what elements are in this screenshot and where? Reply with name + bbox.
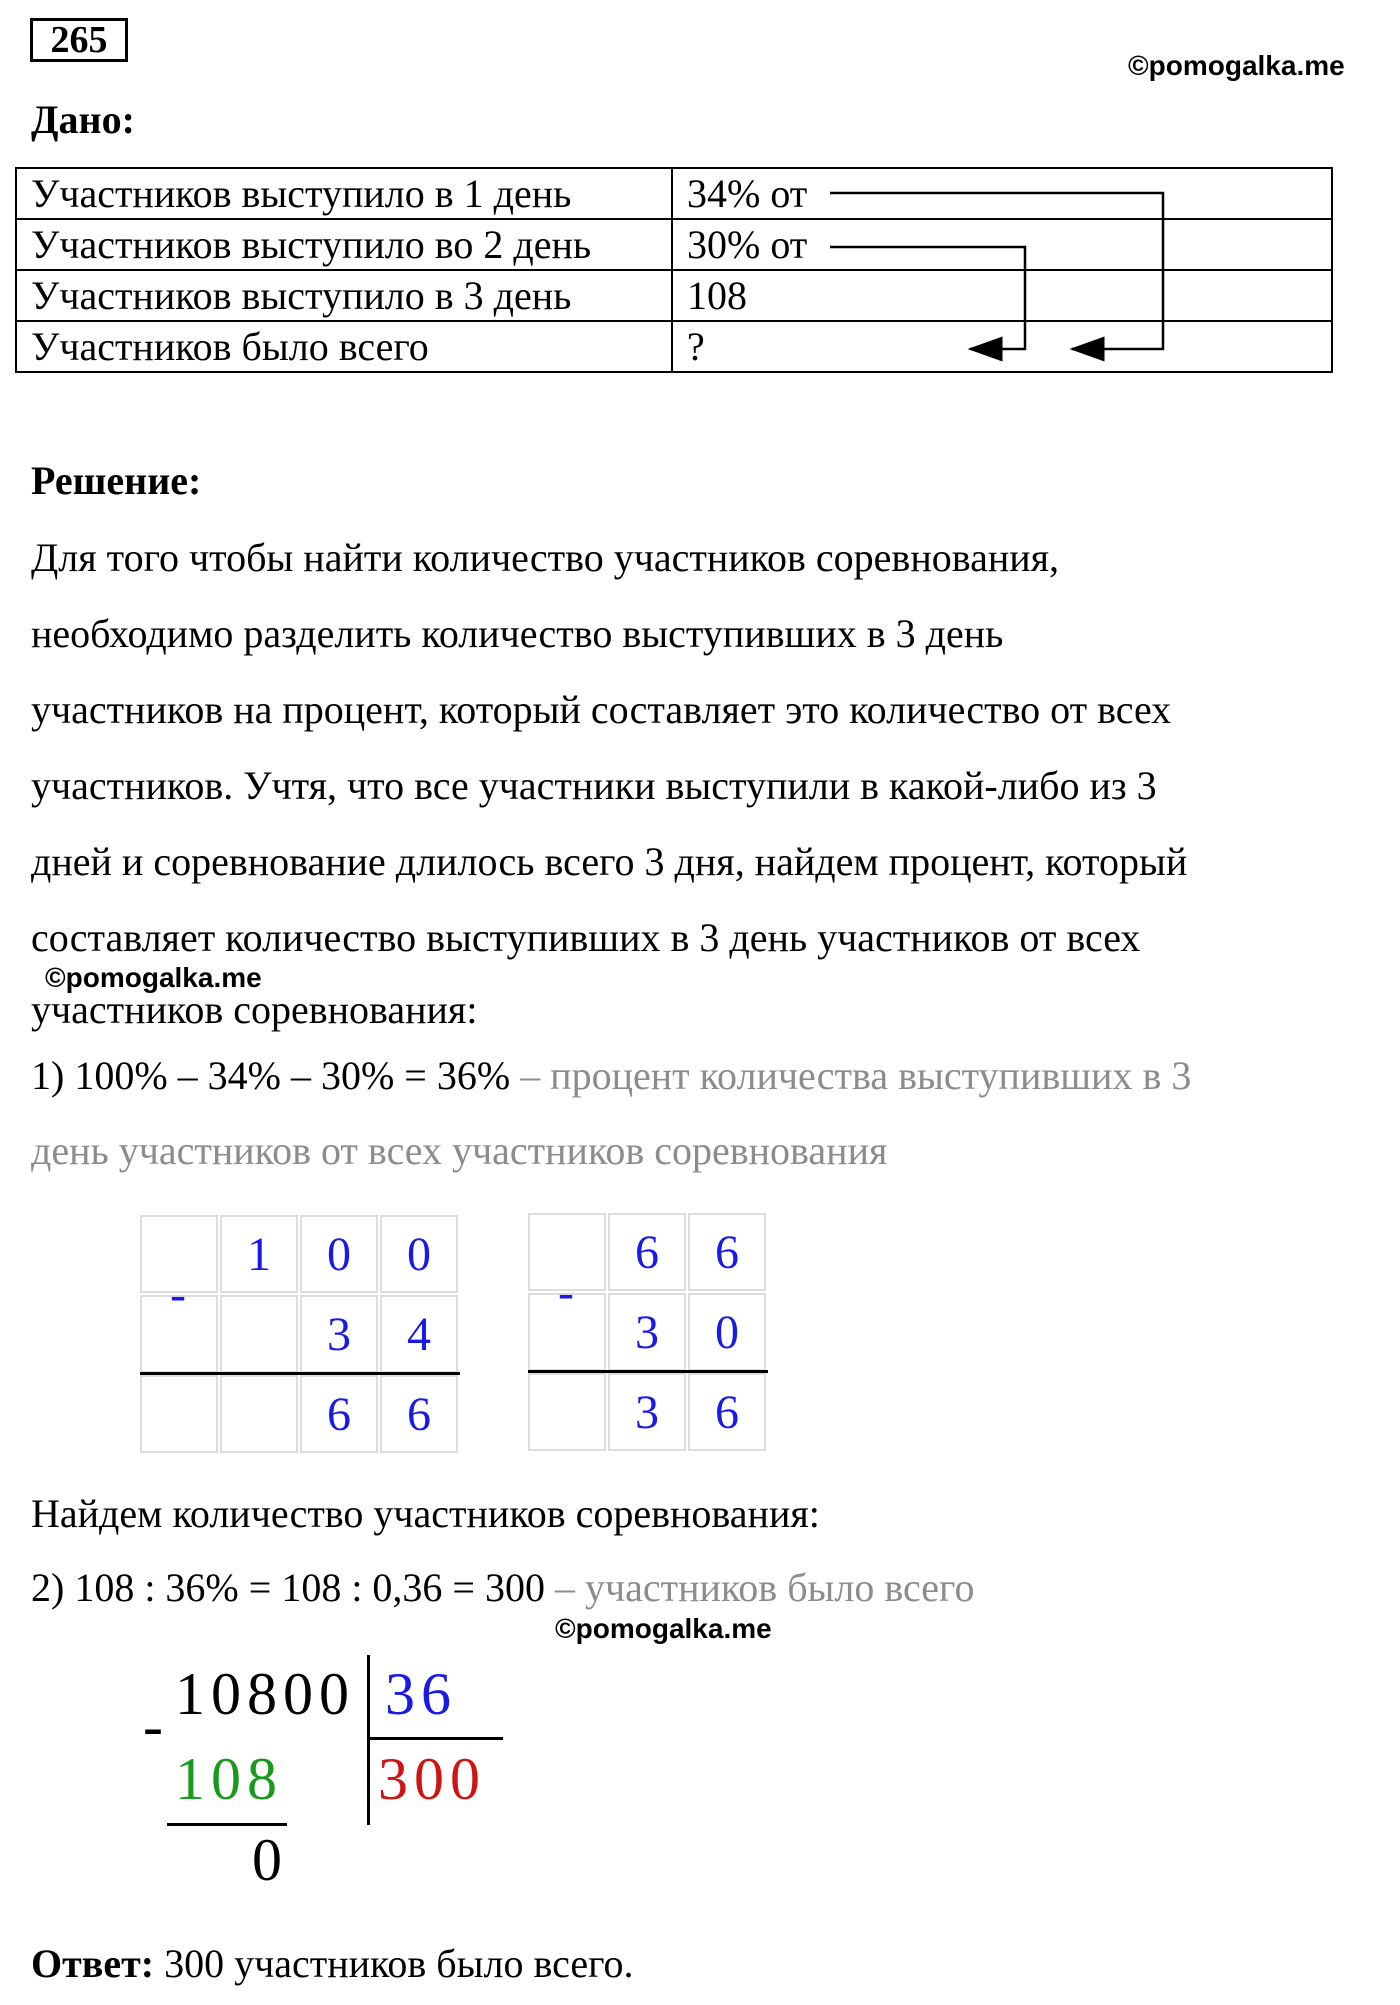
- table-cell-value: 34% от: [672, 168, 1332, 219]
- grid-digit: 0: [688, 1293, 766, 1371]
- answer-label: Ответ:: [31, 1941, 155, 1986]
- subtraction-rule: [167, 1823, 287, 1826]
- grid-digit: 6: [300, 1375, 378, 1453]
- grid-digit: [220, 1295, 298, 1373]
- arrow-day1: [830, 193, 1163, 349]
- quotient: 300: [378, 1746, 486, 1812]
- grid-digit: 0: [380, 1215, 458, 1293]
- division-bar-horizontal: [367, 1737, 503, 1740]
- find-line: Найдем количество участников соревнования:: [31, 1491, 820, 1536]
- minus-sign: -: [558, 1266, 574, 1319]
- remainder: 0: [252, 1827, 288, 1893]
- grid-digit: 6: [380, 1375, 458, 1453]
- given-heading: Дано:: [31, 97, 135, 142]
- table-cell-value: 30% от: [672, 219, 1332, 270]
- table-cell-value: ?: [672, 321, 1332, 372]
- table-cell-label: Участников выступило в 1 день: [16, 168, 672, 219]
- grid-digit: 4: [380, 1295, 458, 1373]
- division-bar-vertical: [367, 1655, 370, 1825]
- table-cell-value: 108: [672, 270, 1332, 321]
- grid-digit: 0: [300, 1215, 378, 1293]
- minus-sign: -: [170, 1268, 186, 1321]
- minus-sign: -: [143, 1693, 169, 1759]
- grid-digit: 3: [608, 1373, 686, 1451]
- step2-line: [31, 1564, 974, 1611]
- grid-digit: 6: [608, 1213, 686, 1291]
- dividend: 10800: [175, 1661, 355, 1727]
- watermark-bottom: ©pomogalka.me: [555, 1613, 772, 1644]
- grid-digit: 6: [688, 1213, 766, 1291]
- solution-paragraph: [31, 520, 1351, 976]
- solution-line: участников соревнования:: [31, 987, 478, 1032]
- grid-digit: 3: [608, 1293, 686, 1371]
- grid-digit: 3: [300, 1295, 378, 1373]
- solution-line: Для того чтобы найти количество участников соревнования,: [31, 535, 1060, 580]
- step2-expression: 2) 108 : 36% = 108 : 0,36 = 300: [31, 1565, 545, 1610]
- grid-digit: 6: [688, 1373, 766, 1451]
- solution-line: составляет количество выступивших в 3 день участников от всех: [31, 915, 1141, 960]
- grid-digit: [220, 1375, 298, 1453]
- grid-digit: 1: [220, 1215, 298, 1293]
- grid-cell: [528, 1373, 606, 1451]
- table-cell-label: Участников выступило во 2 день: [16, 219, 672, 270]
- result-rule: [528, 1370, 768, 1373]
- solution-line: участников. Учтя, что все участники выступили в какой-либо из 3: [31, 763, 1157, 808]
- table-cell-label: Участников было всего: [16, 321, 672, 372]
- answer-line: [31, 1940, 634, 1987]
- subtrahend: 108: [175, 1746, 283, 1812]
- step2-note: – участников было всего: [544, 1565, 975, 1610]
- watermark-middle: ©pomogalka.me: [45, 962, 262, 993]
- divisor: 36: [385, 1661, 457, 1727]
- result-rule: [140, 1372, 460, 1375]
- step1-note-continued: день участников от всех участников соревнования: [31, 1128, 888, 1173]
- table-cell-label: Участников выступило в 3 день: [16, 270, 672, 321]
- step1-expression: 1) 100% – 34% – 30% = 36%: [31, 1053, 511, 1098]
- grid-cell: [140, 1375, 218, 1453]
- step1-line: [31, 1052, 1191, 1099]
- relation-arrows: [0, 0, 1400, 400]
- solution-heading: Решение:: [31, 458, 202, 503]
- watermark-top: ©pomogalka.me: [1128, 50, 1345, 81]
- solution-line: дней и соревнование длилось всего 3 дня, найдем процент, который: [31, 839, 1188, 884]
- solution-line: участников на процент, который составляет это количество от всех: [31, 687, 1172, 732]
- solution-line: необходимо разделить количество выступивших в 3 день: [31, 611, 1004, 656]
- step1-note: – процент количества выступивших в 3: [510, 1053, 1192, 1098]
- task-number: 265: [30, 18, 128, 62]
- answer-text: 300 участников было всего.: [154, 1941, 634, 1986]
- arrow-day2: [830, 247, 1025, 349]
